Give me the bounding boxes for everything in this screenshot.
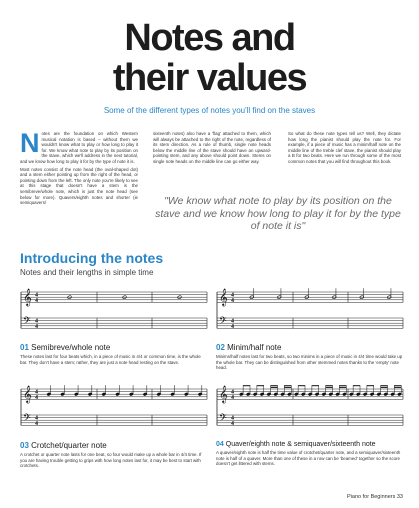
page-title bbox=[0, 18, 419, 98]
section-subtitle: Notes and their lengths in simple time bbox=[20, 268, 154, 277]
caption-title bbox=[216, 441, 404, 448]
bass-clef-icon: 𝄢 bbox=[219, 412, 227, 426]
intro-paragraph-1 bbox=[20, 128, 138, 165]
note-beam bbox=[271, 387, 278, 388]
caption-body: Minims/half notes last for two beats, so two minims in a piece of music in 4/4 time would take up the whole bar. They can be distinguished from other stemmed notes thanks to the 'empty' note head. bbox=[216, 354, 403, 371]
caption-number: 03 bbox=[20, 441, 29, 450]
staff-example-4 bbox=[216, 383, 404, 437]
page-subtitle: Some of the different types of notes you'll find on the staves bbox=[103, 106, 316, 115]
note-beam bbox=[353, 385, 360, 386]
time-signature-top: 4 bbox=[35, 415, 38, 422]
grand-staff bbox=[20, 383, 208, 437]
note-beam bbox=[326, 385, 333, 386]
note-beam bbox=[326, 387, 333, 388]
caption-title bbox=[20, 441, 208, 450]
time-signature-bottom: 4 bbox=[231, 323, 234, 330]
note-beam bbox=[339, 385, 346, 386]
note-beam bbox=[284, 385, 291, 386]
bass-clef-icon: 𝄢 bbox=[23, 315, 31, 329]
caption-example-3 bbox=[20, 441, 208, 469]
caption-number: 04 bbox=[216, 441, 224, 448]
page-folio: Piano for Beginners 33 bbox=[347, 494, 403, 500]
time-signature-top: 4 bbox=[231, 318, 234, 325]
treble-clef-icon: 𝄞 bbox=[219, 288, 228, 306]
time-signature-bottom: 4 bbox=[231, 420, 234, 427]
time-signature-bottom: 4 bbox=[231, 394, 234, 401]
caption-body: A crotchet or quarter note lasts for one beat, so four would make up a whole bar in 4/4 time. If you are having trouble getting to grips with how long notes last for, it may be best to start with crotchets. bbox=[20, 452, 202, 469]
intro-column-2 bbox=[153, 131, 271, 167]
note-beam bbox=[312, 385, 319, 386]
time-signature-bottom: 4 bbox=[35, 420, 38, 427]
note-beam bbox=[298, 385, 305, 386]
caption-example-1 bbox=[20, 343, 208, 365]
note-beam bbox=[367, 385, 374, 386]
time-signature-top: 4 bbox=[35, 292, 38, 299]
note-beam bbox=[381, 387, 388, 388]
grand-staff bbox=[216, 286, 404, 340]
note-beam bbox=[394, 385, 401, 386]
note-beam bbox=[243, 385, 250, 386]
treble-clef-icon: 𝄞 bbox=[23, 288, 32, 306]
caption-example-2 bbox=[216, 343, 404, 371]
staff-example-1 bbox=[20, 286, 208, 340]
note-beam bbox=[339, 387, 346, 388]
time-signature-bottom: 4 bbox=[231, 297, 234, 304]
title-line-2: their values bbox=[112, 57, 307, 99]
time-signature-top: 4 bbox=[35, 389, 38, 396]
grand-staff bbox=[216, 383, 404, 437]
intro-column-3 bbox=[288, 131, 401, 167]
treble-clef-icon: 𝄞 bbox=[219, 385, 228, 403]
time-signature-top: 4 bbox=[231, 415, 234, 422]
caption-title bbox=[216, 343, 404, 352]
time-signature-bottom: 4 bbox=[35, 297, 38, 304]
intro-paragraph-3: sixteenth notes) also have a 'flag' attached to them, which will always be attached to the right of the note, regardless of its stem direction. As a rule of thumb, single note heads below the middle line of the stave should have an upward-pointing stem, and any above should point down. Stems on single note heads on the middle line can go either way. bbox=[153, 131, 271, 164]
section-title: Introducing the notes bbox=[20, 250, 164, 266]
caption-body: These notes last for four beats which, in a piece of music in 4/4 or common time, is the whole bar. They don't have a stem; rather, they are just a note head resting on the stave. bbox=[20, 354, 201, 365]
time-signature-top: 4 bbox=[231, 389, 234, 396]
note-beam bbox=[394, 387, 401, 388]
drop-cap: N bbox=[20, 128, 40, 158]
caption-number: 02 bbox=[216, 343, 225, 352]
caption-heading: Quaver/eighth note & semiquaver/sixteenth note bbox=[225, 441, 376, 448]
time-signature-top: 4 bbox=[35, 318, 38, 325]
intro-column-1 bbox=[20, 128, 138, 208]
note-beam bbox=[257, 385, 264, 386]
caption-example-4 bbox=[216, 441, 404, 467]
treble-clef-icon: 𝄞 bbox=[23, 385, 32, 403]
staff-example-2 bbox=[216, 286, 404, 340]
intro-text-1: otes are the foundation on which Western musical notation is based – without them we wouldn't know what to play or how long to play it for. We know what note to play by its position on the stave, which we'll address in the next tutorial, and we know how long to play it for by the type of note it is. bbox=[20, 131, 138, 164]
time-signature-top: 4 bbox=[231, 292, 234, 299]
caption-heading: Semibreve/whole note bbox=[31, 343, 111, 352]
caption-heading: Crotchet/quarter note bbox=[31, 441, 107, 450]
note-beam bbox=[271, 385, 278, 386]
caption-body: A quaver/eighth note is half the time value of crotchet/quarter note, and a semiquaver/sixteenth note is half of a quaver. More than one of these in a row can be 'beamed' together so the score doesn't get littered with stems. bbox=[216, 450, 401, 467]
grand-staff bbox=[20, 286, 208, 340]
time-signature-bottom: 4 bbox=[35, 323, 38, 330]
caption-heading: Minim/half note bbox=[227, 343, 282, 352]
title-line-1: Notes and bbox=[124, 17, 295, 59]
staff-example-3 bbox=[20, 383, 208, 437]
pull-quote: "We know what note to play by its position on the stave and we know how long to play it for by the type of note it is" bbox=[155, 195, 401, 233]
intro-paragraph-4: So what do these note types tell us? Well, they dictate how long the pianist should play the note for. For example, if a piece of music has a minim/half note on the middle line of the treble clef stave, the pianist should play a B for two beats. Here we run through some of the most common notes that you will find throughout this book. bbox=[288, 131, 401, 164]
time-signature-bottom: 4 bbox=[35, 394, 38, 401]
intro-paragraph-2: Most notes consist of the note head (the oval-shaped dot) and a stem either pointing up from the right of the head, or pointing down from the left. The only note you're likely to see at this stage that doesn't have a stem is the semibreve/whole note, which is just the note head (see below for more). Quavers/eighth notes and shorter (ie semiquavers/ bbox=[20, 166, 138, 206]
caption-number: 01 bbox=[20, 343, 29, 352]
note-beam bbox=[284, 387, 291, 388]
note-beam bbox=[381, 385, 388, 386]
bass-clef-icon: 𝄢 bbox=[219, 315, 227, 329]
caption-title bbox=[20, 343, 208, 352]
bass-clef-icon: 𝄢 bbox=[23, 412, 31, 426]
